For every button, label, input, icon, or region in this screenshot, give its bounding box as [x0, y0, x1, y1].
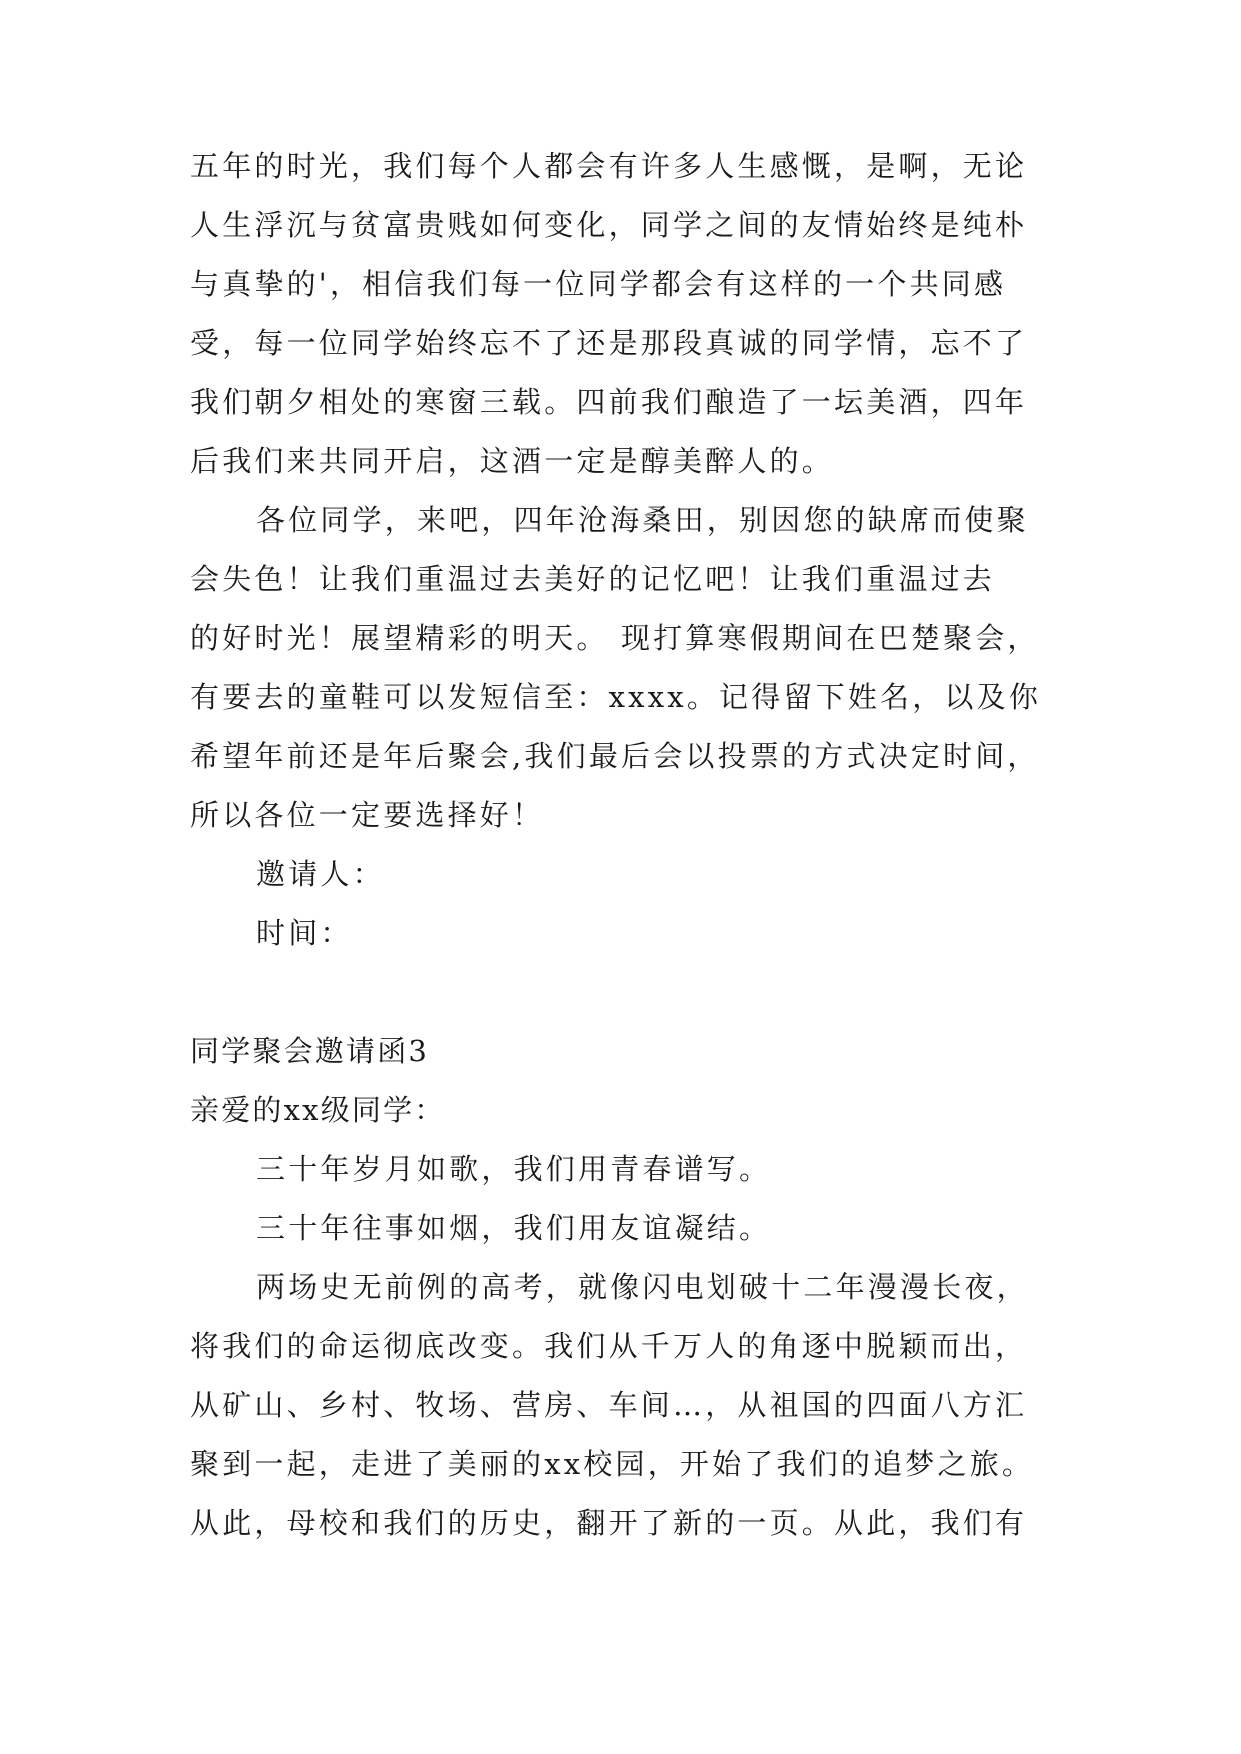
paragraph-line: 人生浮沉与贫富贵贱如何变化，同学之间的友情始终是纯朴	[190, 208, 1028, 242]
paragraph-line: 将我们的命运彻底改变。我们从千万人的角逐中脱颖而出，	[190, 1329, 1028, 1363]
paragraph-line: 希望年前还是年后聚会,我们最后会以投票的方式决定时间，	[190, 739, 1040, 773]
paragraph-line: 有要去的童鞋可以发短信至：xxxx。记得留下姓名，以及你	[190, 680, 1042, 714]
salutation: 亲爱的xx级同学：	[190, 1093, 446, 1127]
paragraph-line: 我们朝夕相处的寒窗三载。四前我们酿造了一坛美酒，四年	[190, 385, 1028, 419]
paragraph-line: 从此，母校和我们的历史，翻开了新的一页。从此，我们有	[190, 1506, 1028, 1540]
paragraph-line: 从矿山、乡村、牧场、营房、车间…，从祖国的四面八方汇	[190, 1388, 1028, 1422]
paragraph-line: 所以各位一定要选择好！	[190, 798, 545, 832]
paragraph-line: 受，每一位同学始终忘不了还是那段真诚的同学情，忘不了	[190, 326, 1028, 360]
paragraph-line: 聚到一起，走进了美丽的xx校园，开始了我们的追梦之旅。	[190, 1447, 1035, 1481]
paragraph-line: 后我们来共同开启，这酒一定是醇美醉人的。	[190, 444, 835, 478]
paragraph-line: 的好时光！展望精彩的明天。 现打算寒假期间在巴楚聚会，	[190, 621, 1040, 655]
time-label: 时间：	[256, 916, 353, 950]
paragraph-line: 五年的时光，我们每个人都会有许多人生感慨，是啊，无论	[190, 149, 1028, 183]
paragraph-line: 与真挚的'，相信我们每一位同学都会有这样的一个共同感	[190, 267, 1007, 301]
paragraph-line: 两场史无前例的高考，就像闪电划破十二年漫漫长夜，	[256, 1270, 1029, 1304]
inviter-label: 邀请人：	[256, 857, 385, 891]
paragraph-line: 三十年往事如烟，我们用友谊凝结。	[256, 1211, 772, 1245]
paragraph-line: 三十年岁月如歌，我们用青春谱写。	[256, 1152, 772, 1186]
paragraph-line: 会失色！让我们重温过去美好的记忆吧！让我们重温过去	[190, 562, 996, 596]
paragraph-line: 各位同学，来吧，四年沧海桑田，别因您的缺席而使聚	[256, 503, 1029, 537]
section-title: 同学聚会邀请函3	[190, 1034, 430, 1068]
